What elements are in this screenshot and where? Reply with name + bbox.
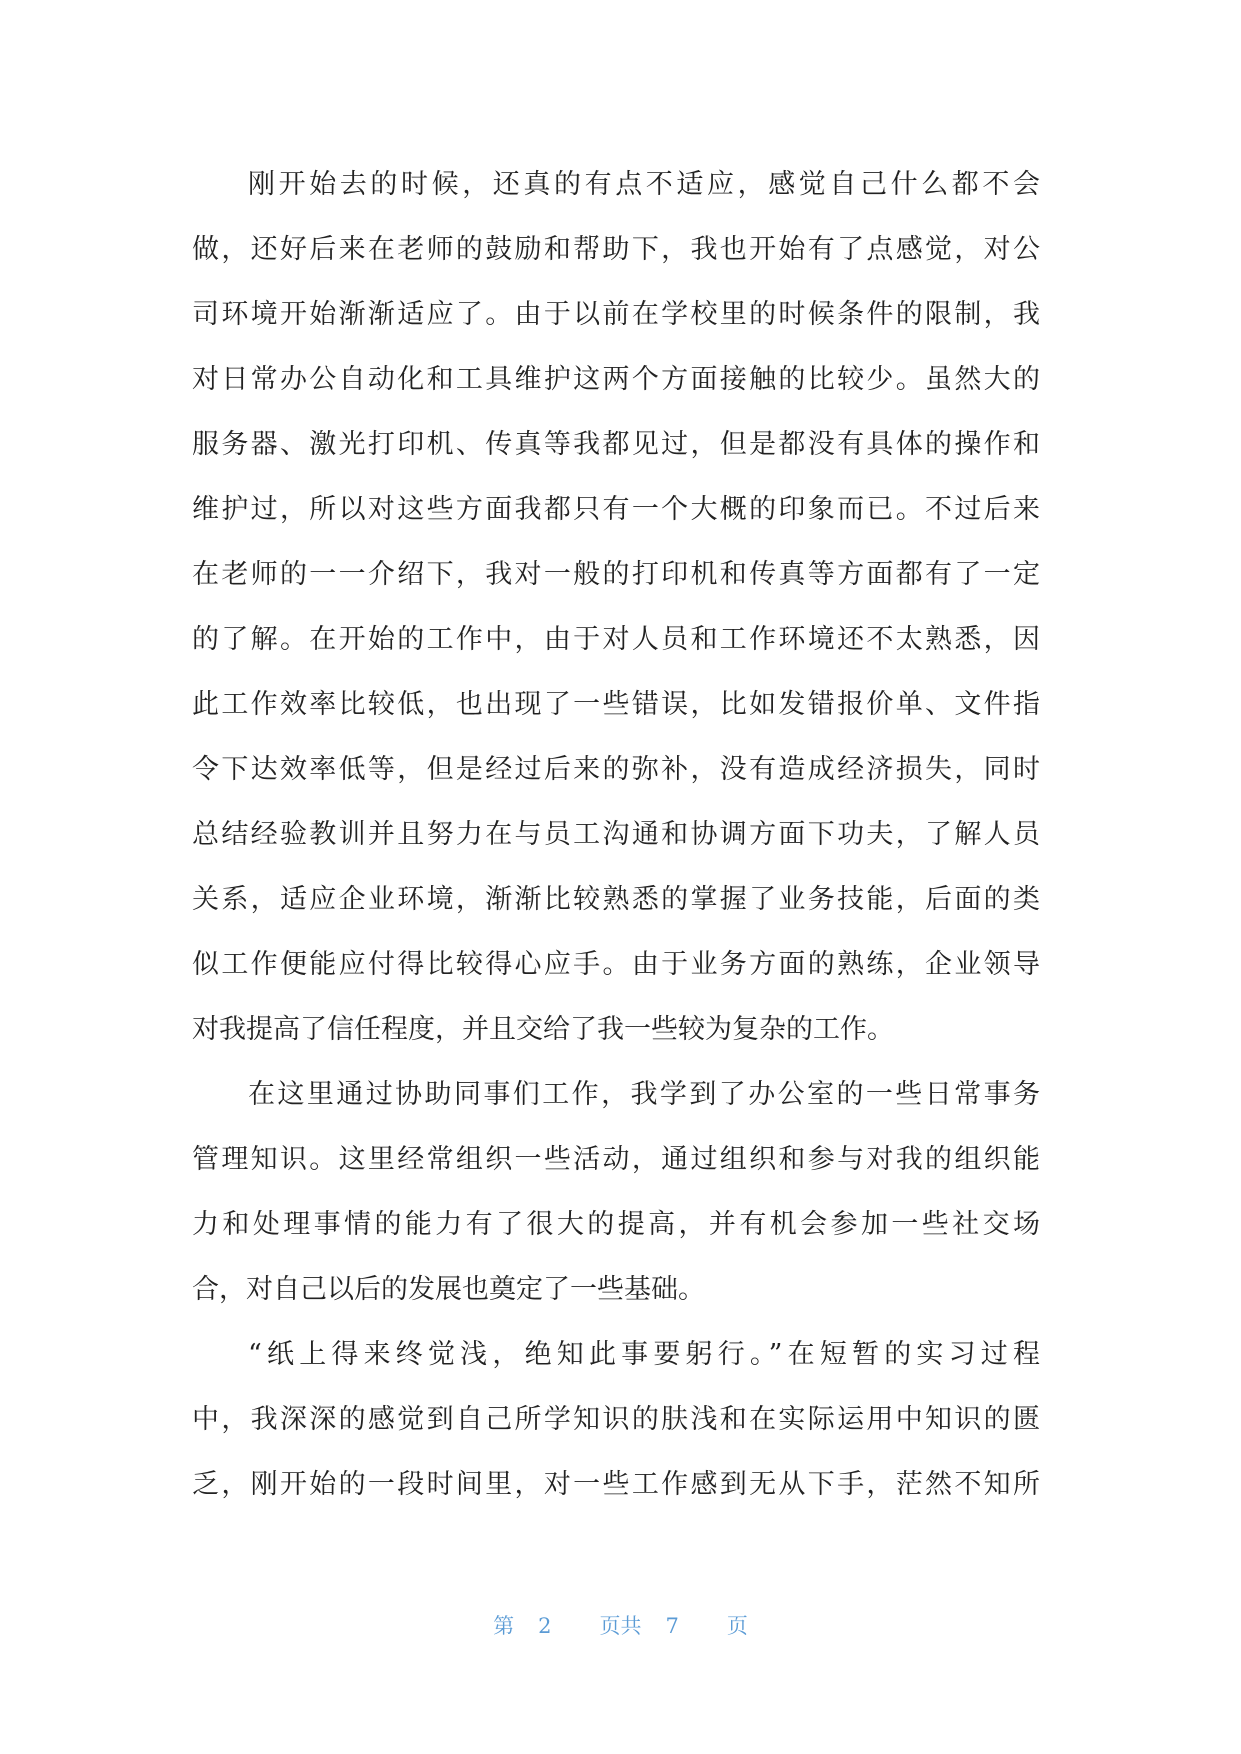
paragraph-1-line-9: 此工作效率比较低，也出现了一些错误，比如发错报价单、文件指 — [192, 689, 1040, 720]
paragraph-1-line-2: 做，还好后来在老师的鼓励和帮助下，我也开始有了点感觉，对公 — [192, 234, 1040, 265]
paragraph-1-line-14: 对我提高了信任程度，并且交给了我一些较为复杂的工作。 — [192, 1014, 894, 1045]
page-footer — [0, 1610, 1241, 1640]
paragraph-1-line-11: 总结经验教训并且努力在与员工沟通和协调方面下功夫，了解人员 — [192, 819, 1040, 850]
paragraph-1-line-4: 对日常办公自动化和工具维护这两个方面接触的比较少。虽然大的 — [192, 364, 1040, 395]
paragraph-1-line-7: 在老师的一一介绍下，我对一般的打印机和传真等方面都有了一定 — [192, 559, 1040, 590]
footer-total-pages: 7 — [665, 1614, 679, 1638]
document-body — [192, 152, 1040, 1517]
paragraph-2-line-2: 管理知识。这里经常组织一些活动，通过组织和参与对我的组织能 — [192, 1144, 1040, 1175]
paragraph-1-line-5: 服务器、激光打印机、传真等我都见过，但是都没有具体的操作和 — [192, 429, 1040, 460]
footer-suffix: 页 — [726, 1614, 748, 1638]
paragraph-1-line-3: 司环境开始渐渐适应了。由于以前在学校里的时候条件的限制，我 — [192, 299, 1040, 330]
paragraph-1-line-1: 刚开始去的时候，还真的有点不适应，感觉自己什么都不会 — [248, 169, 1040, 200]
paragraph-1-line-6: 维护过，所以对这些方面我都只有一个大概的印象而已。不过后来 — [192, 494, 1040, 525]
footer-middle: 页共 — [599, 1614, 642, 1638]
paragraph-1-line-13: 似工作便能应付得比较得心应手。由于业务方面的熟练，企业领导 — [192, 949, 1040, 980]
footer-prefix: 第 — [493, 1614, 515, 1638]
paragraph-1-line-8: 的了解。在开始的工作中，由于对人员和工作环境还不太熟悉，因 — [192, 624, 1040, 655]
paragraph-3-line-2: 中，我深深的感觉到自己所学知识的肤浅和在实际运用中知识的匮 — [192, 1404, 1040, 1435]
paragraph-2-line-1: 在这里通过协助同事们工作，我学到了办公室的一些日常事务 — [248, 1079, 1040, 1110]
paragraph-3-line-3: 乏，刚开始的一段时间里，对一些工作感到无从下手，茫然不知所 — [192, 1469, 1040, 1500]
footer-page-number: 2 — [538, 1614, 552, 1638]
paragraph-2-line-4: 合，对自己以后的发展也奠定了一些基础。 — [192, 1274, 705, 1305]
paragraph-3-line-1: “纸上得来终觉浅，绝知此事要躬行。”在短暂的实习过程 — [248, 1339, 1040, 1370]
paragraph-1-line-12: 关系，适应企业环境，渐渐比较熟悉的掌握了业务技能，后面的类 — [192, 884, 1040, 915]
paragraph-2-line-3: 力和处理事情的能力有了很大的提高，并有机会参加一些社交场 — [192, 1209, 1040, 1240]
paragraph-1-line-10: 令下达效率低等，但是经过后来的弥补，没有造成经济损失，同时 — [192, 754, 1040, 785]
